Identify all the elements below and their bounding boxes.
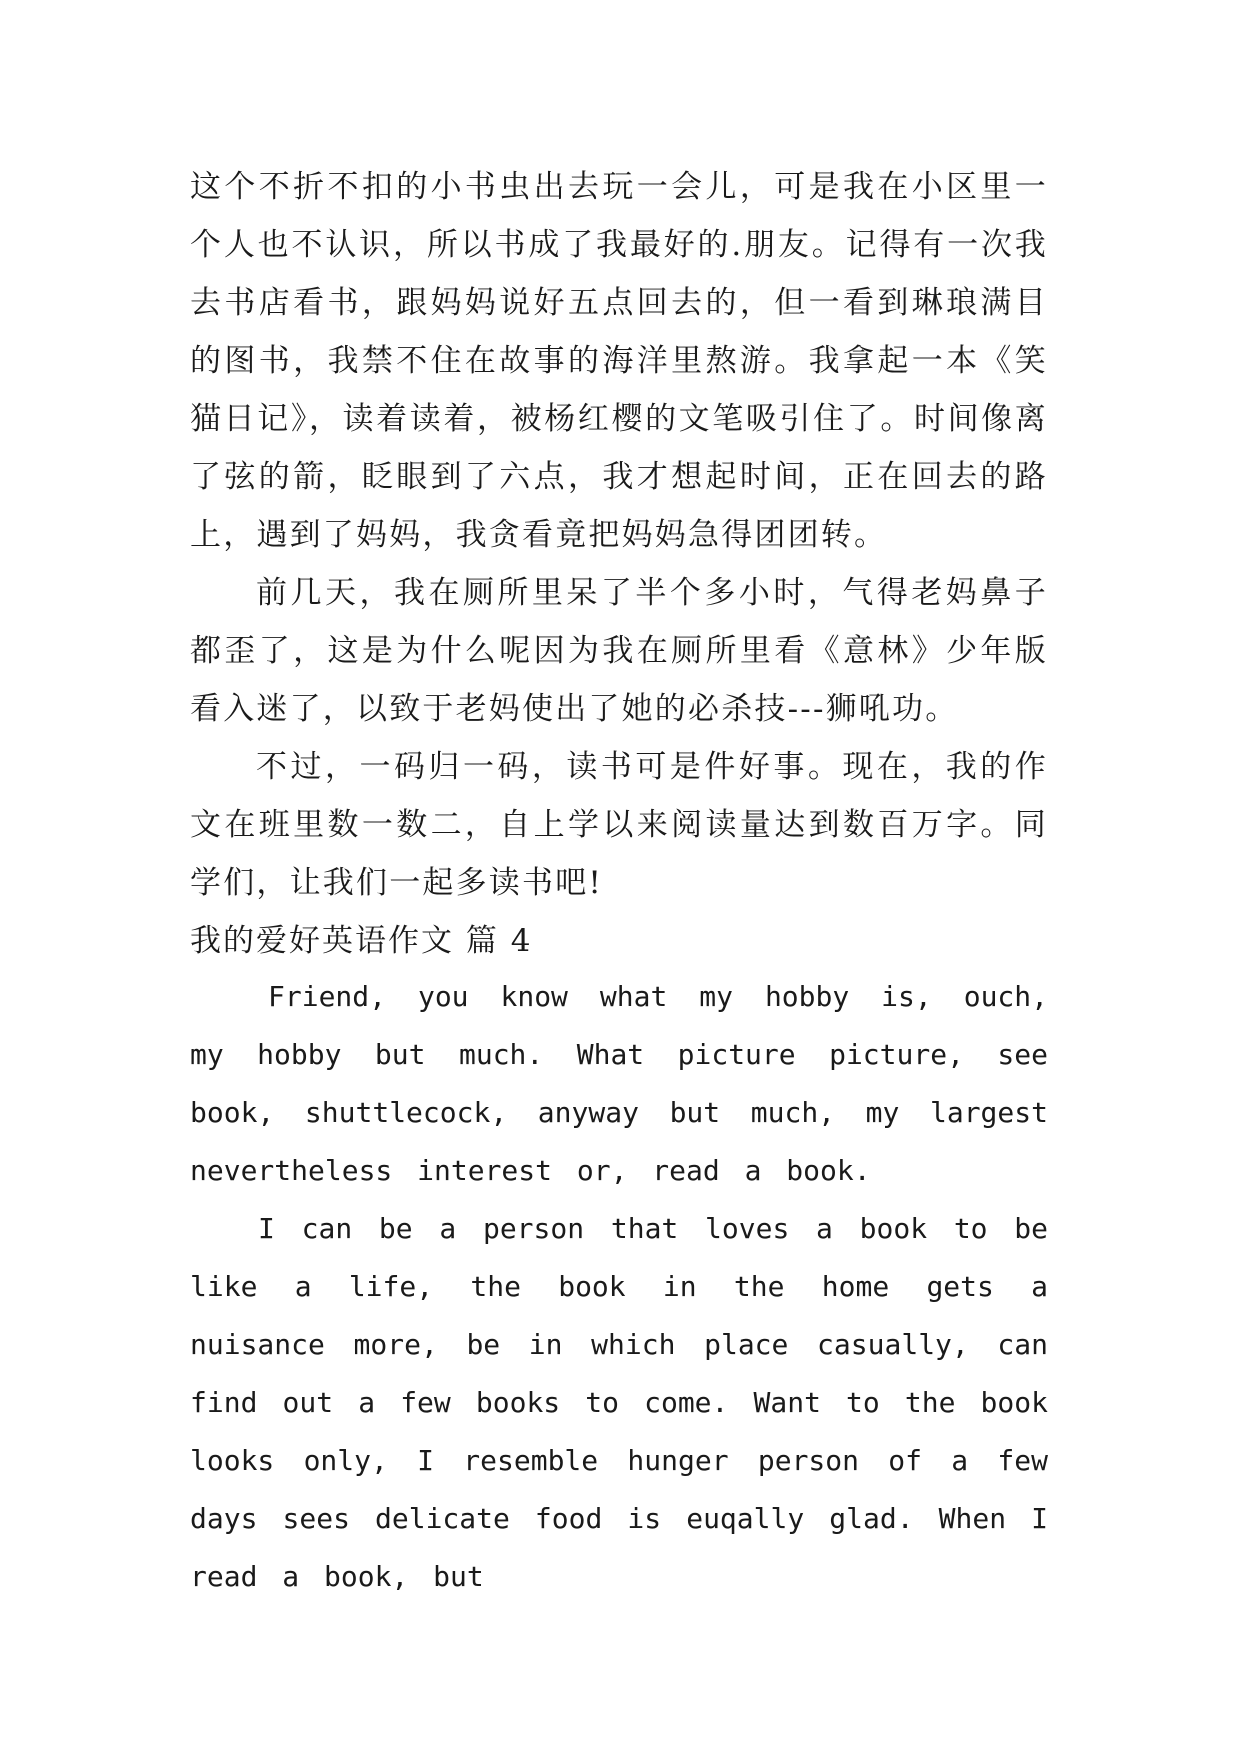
paragraph-cn-1: 这个不折不扣的小书虫出去玩一会儿，可是我在小区里一个人也不认识，所以书成了我最好的.朋友。记得有一次我去书店看书，跟妈妈说好五点回去的，但一看到琳琅满目的图书，我禁不住在故事的海洋里熬游。我拿起一本《笑猫日记》，读着读着，被杨红樱的文笔吸引住了。时间像离了弦的箭，眨眼到了六点，我才想起时间，正在回去的路上，遇到了妈妈，我贪看竟把妈妈急得团团转。	[190, 169, 1048, 553]
paragraph-cn-3: 不过，一码归一码，读书可是件好事。现在，我的作文在班里数一数二，自上学以来阅读量达到数百万字。同学们，让我们一起多读书吧!	[190, 749, 1048, 901]
paragraph-en-2: I can be a person that loves a book to be like a life, the book in the home gets a nuisance more, be in which place casually, can find out a few books to come. Want to the book looks only, I resemble hunger person of a few days sees delicate food is euqally glad. When I read a book, but	[190, 1212, 1048, 1593]
paragraph-en-1: Friend, you know what my hobby is, ouch, my hobby but much. What picture picture, see book, shuttlecock, anyway but much, my largest nevertheless interest or, read a book.	[190, 980, 1048, 1187]
section-heading: 我的爱好英语作文 篇 4	[190, 923, 533, 959]
english-section	[190, 968, 1048, 1606]
chinese-section	[190, 158, 1048, 970]
paragraph-cn-2: 前几天，我在厕所里呆了半个多小时，气得老妈鼻子都歪了，这是为什么呢因为我在厕所里看《意林》少年版看入迷了，以致于老妈使出了她的必杀技---狮吼功。	[190, 575, 1048, 727]
